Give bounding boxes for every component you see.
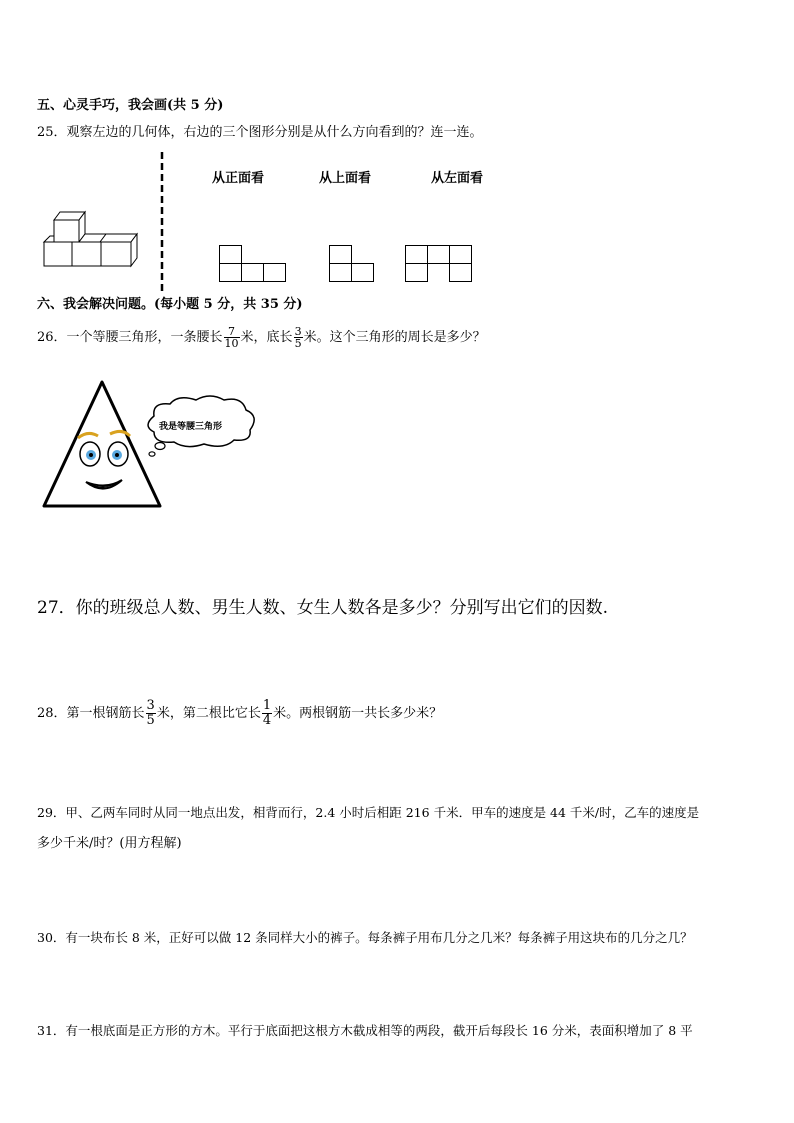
q28-part3: 米。两根钢筋一共长多少米？ — [273, 706, 443, 721]
q26-frac2-den: 5 — [294, 337, 302, 350]
q28-fraction-second — [262, 699, 272, 728]
q26-part2: 米，底长 — [240, 330, 293, 345]
view-grid-a — [219, 245, 287, 283]
q28-fraction-first — [146, 699, 156, 728]
q26-frac1-num: 7 — [224, 326, 240, 338]
dashed-divider — [160, 152, 164, 292]
section6-heading: 六、我会解决问题。(每小题 5 分，共 35 分) — [37, 297, 303, 312]
view-label-front: 从正面看 — [212, 171, 265, 186]
question-30-text: 30．有一块布长 8 米，正好可以做 12 条同样大小的裤子。每条裤子用布几分之几米？每条裤子用这块布的几分之几？ — [37, 930, 693, 945]
bubble-text: 我是等腰三角形 — [159, 422, 223, 432]
q28-frac1-den: 5 — [146, 713, 155, 728]
view-label-left: 从左面看 — [431, 171, 484, 186]
question-27-text: 27．你的班级总人数、男生人数、女生人数各是多少？分别写出它们的因数. — [37, 598, 609, 618]
question-29-line1: 29．甲、乙两车同时从同一地点出发，相背而行，2.4 小时后相距 216 千米．甲车的速度是 44 千米/时，乙车的速度是 — [37, 805, 700, 820]
question-28-text — [37, 697, 442, 731]
cube-solid-figure — [40, 208, 145, 270]
q28-part1: 28．第一根钢筋长 — [37, 706, 145, 721]
q26-frac2-num: 3 — [294, 325, 302, 338]
q26-part3: 米。这个三角形的周长是多少？ — [303, 330, 486, 345]
q26-frac1-den: 10 — [224, 337, 239, 350]
q26-fraction-base — [294, 326, 303, 349]
view-grid-c — [405, 245, 473, 283]
section5-heading: 五、心灵手巧，我会画(共 5 分) — [37, 98, 224, 113]
q28-part2: 米，第二根比它长 — [156, 706, 261, 721]
q26-fraction-leg — [224, 326, 240, 349]
q28-frac1-num: 3 — [146, 698, 155, 713]
view-label-top: 从上面看 — [319, 171, 372, 186]
question-25-text: 25．观察左边的几何体，右边的三个图形分别是从什么方向看到的？连一连。 — [37, 125, 483, 140]
question-26-text — [37, 323, 486, 353]
q28-frac2-den: 4 — [262, 713, 272, 728]
view-grid-b — [329, 245, 375, 283]
q28-frac2-num: 1 — [262, 698, 272, 713]
question-31-text: 31．有一根底面是正方形的方木。平行于底面把这根方木截成相等的两段，截开后每段长 16 分米，表面积增加了 8 平 — [37, 1023, 693, 1038]
question-29-line2: 多少千米/时？(用方程解) — [37, 836, 182, 851]
q26-part1: 26．一个等腰三角形，一条腰长 — [37, 330, 223, 345]
